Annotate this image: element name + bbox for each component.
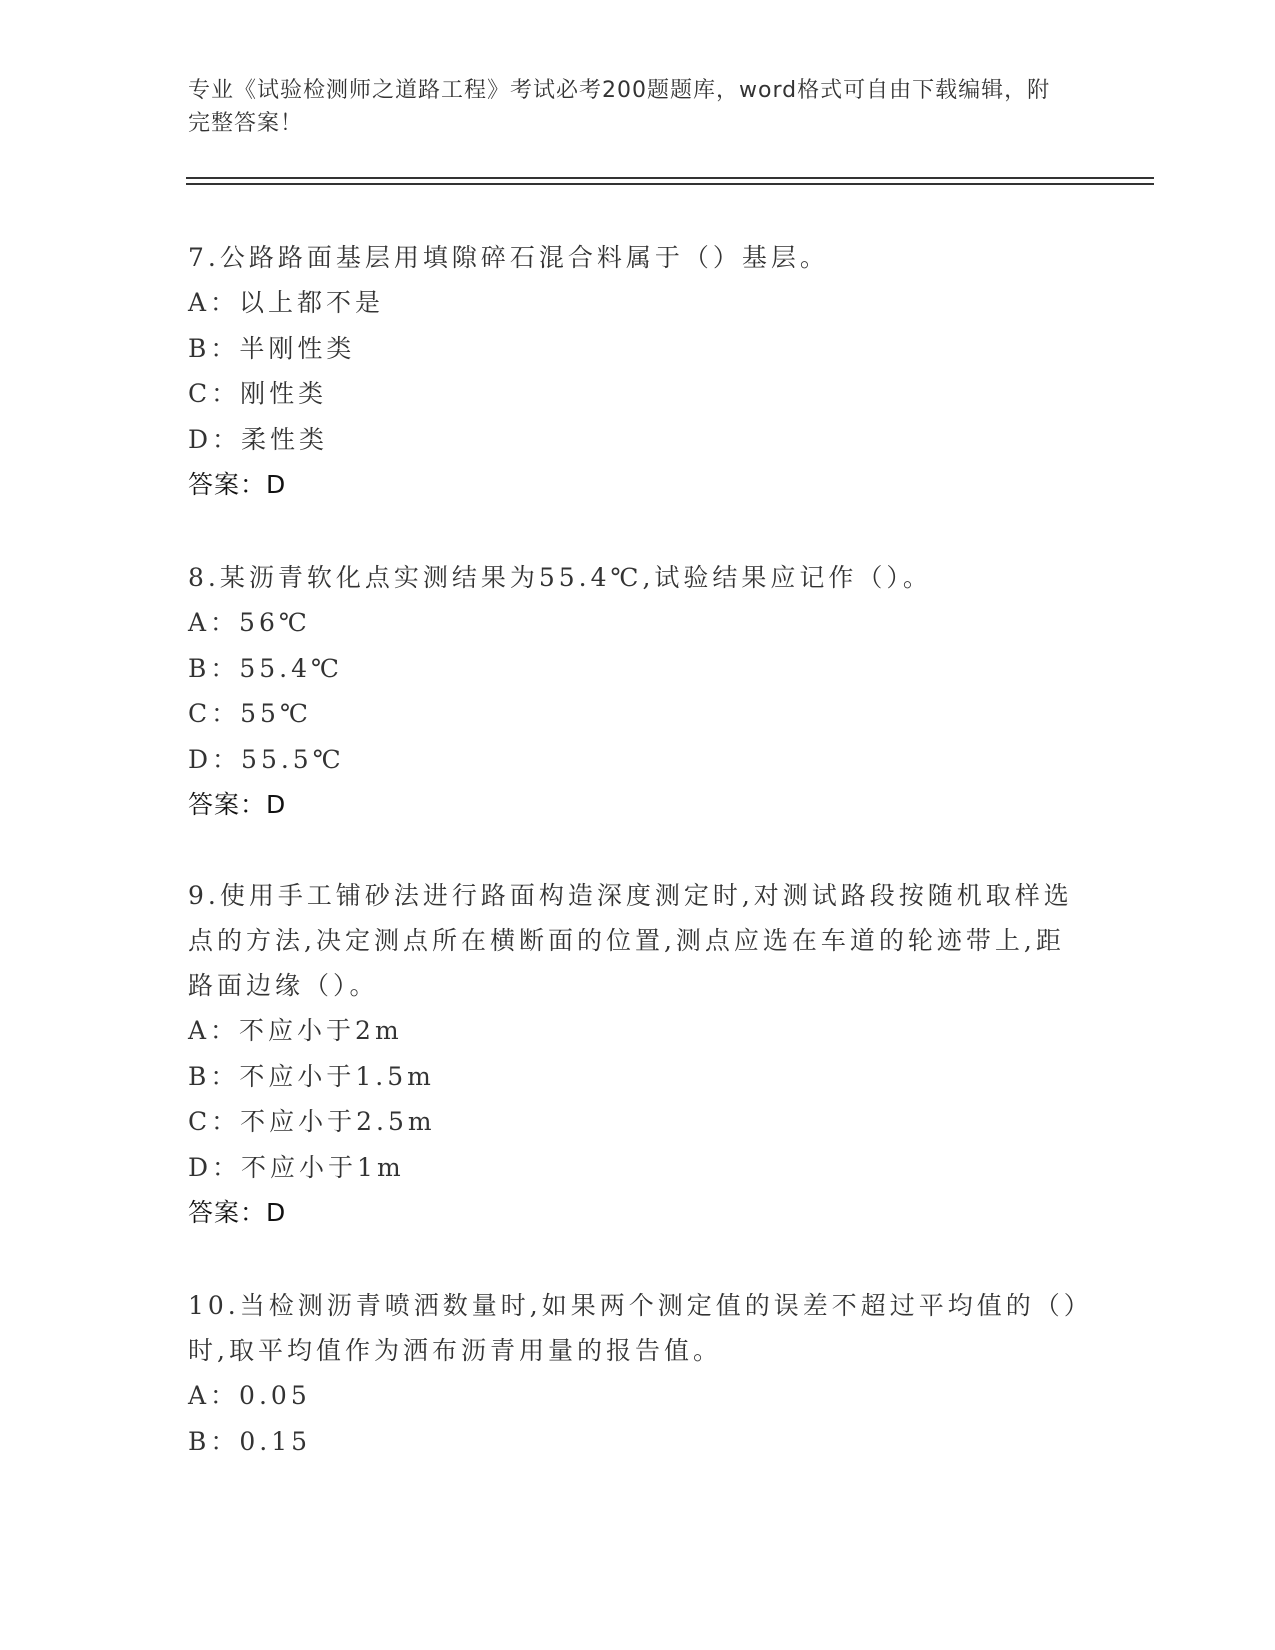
- question-stem: 8.某沥青软化点实测结果为55.4℃,试验结果应记作（）。: [188, 563, 932, 592]
- answer-label: 答案：D: [188, 1198, 287, 1227]
- option-d: D：不应小于1m: [188, 1152, 405, 1182]
- option-d: D：55.5℃: [188, 744, 345, 774]
- option-d: D：柔性类: [188, 424, 329, 454]
- document-header-title: 专业《试验检测师之道路工程》考试必考200题题库，word格式可自由下载编辑，附完整答案！: [188, 78, 1051, 136]
- question-10: [188, 1283, 1088, 1464]
- answer-label: 答案：D: [188, 470, 287, 499]
- option-b: B：半刚性类: [188, 333, 356, 363]
- question-7: [188, 235, 1088, 508]
- header-divider-bottom: [186, 183, 1154, 185]
- answer-label: 答案：D: [188, 790, 287, 819]
- option-a: A：不应小于2m: [188, 1016, 403, 1045]
- option-a: A：0.05: [188, 1381, 311, 1410]
- option-b: B：不应小于1.5m: [188, 1061, 435, 1091]
- option-b: B：55.4℃: [188, 653, 344, 683]
- option-c: C：55℃: [188, 699, 312, 728]
- option-a: A：以上都不是: [188, 288, 385, 317]
- option-b: B：0.15: [188, 1426, 312, 1456]
- option-c: C：不应小于2.5m: [188, 1107, 436, 1136]
- question-stem: 7.公路路面基层用填隙碎石混合料属于（）基层。: [188, 243, 829, 272]
- option-c: C：刚性类: [188, 379, 328, 408]
- question-stem: 10.当检测沥青喷洒数量时,如果两个测定值的误差不超过平均值的（）时,取平均值作为洒布沥青用量的报告值。: [188, 1291, 1081, 1365]
- option-a: A：56℃: [188, 608, 311, 637]
- question-8: [188, 555, 1088, 828]
- question-stem: 9.使用手工铺砂法进行路面构造深度测定时,对测试路段按随机取样选点的方法,决定测点所在横断面的位置,测点应选在车道的轮迹带上,距路面边缘（）。: [188, 881, 1073, 1000]
- question-9: [188, 873, 1088, 1236]
- header-divider-top: [186, 177, 1154, 179]
